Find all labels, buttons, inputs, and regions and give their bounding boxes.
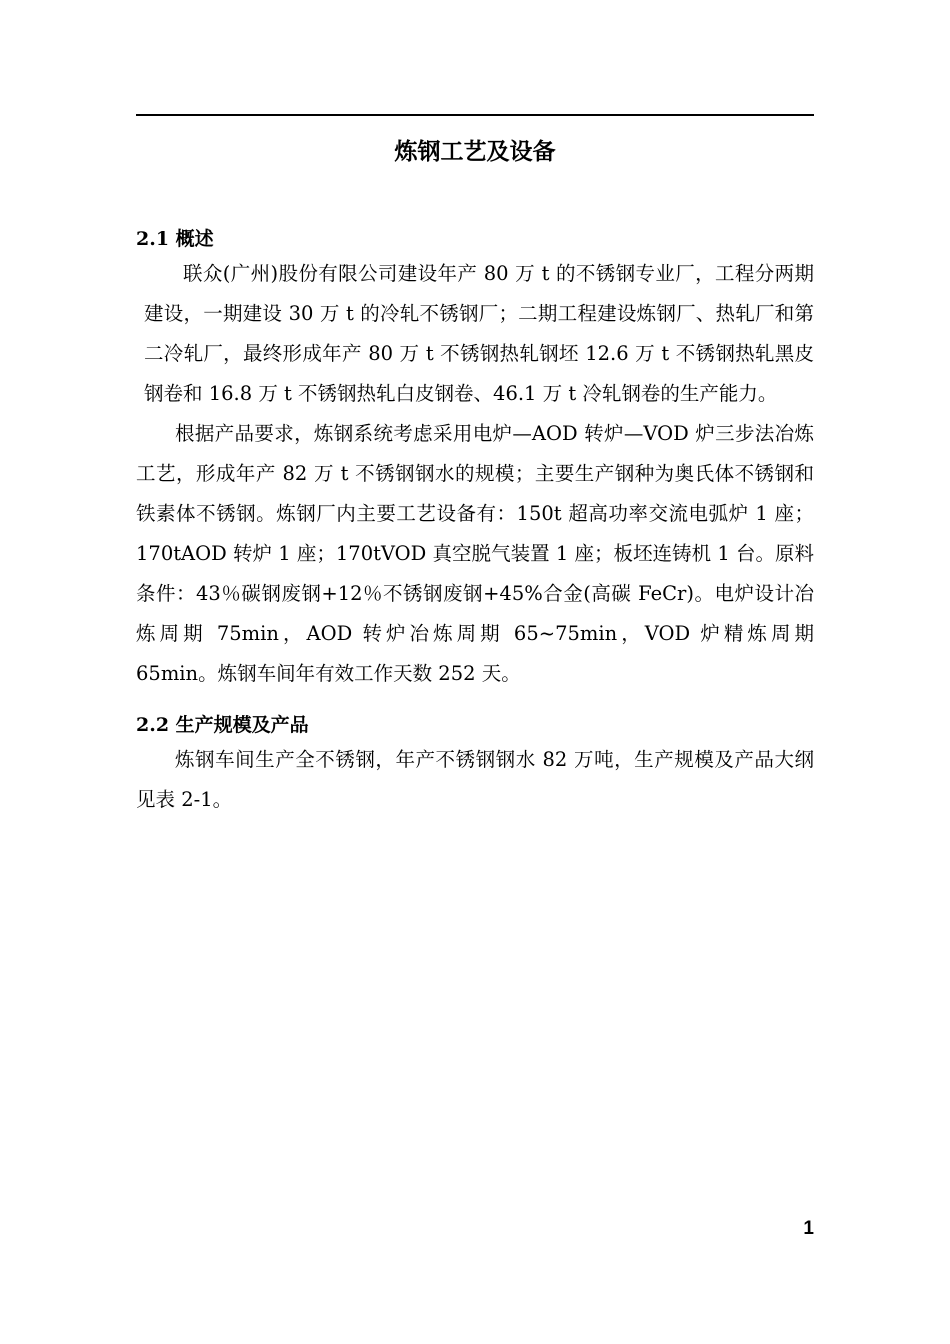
page-number: 1 <box>803 1218 814 1239</box>
paragraph-overview-1: 联众(广州)股份有限公司建设年产 80 万 t 的不锈钢专业厂，工程分两期建设，一期建设 30 万 t 的冷轧不锈钢厂；二期工程建设炼钢厂、热轧厂和第二冷轧厂，最终形成年产 80 万 t 不锈钢热轧钢坯 12.6 万 t 不锈钢热轧黑皮钢卷和 16.8 万 t 不锈钢热轧白皮钢卷、46.1 万 t 冷轧钢卷的生产能力。 <box>144 262 814 405</box>
document-title: 炼钢工艺及设备 <box>394 138 556 165</box>
header-rule <box>136 114 814 116</box>
paragraph-overview-2: 根据产品要求，炼钢系统考虑采用电炉—AOD 转炉—VOD 炉三步法冶炼工艺，形成年产 82 万 t 不锈钢钢水的规模；主要生产钢种为奥氏体不锈钢和铁素体不锈钢。炼钢厂内主要工艺设备有：150t 超高功率交流电弧炉 1 座；170tAOD 转炉 1 座；170tVOD 真空脱气装置 1 座；板坯连铸机 1 台。原料条件：43％碳钢废钢+12％不锈钢废钢+45%合金(高碳 FeCr)。电炉设计冶炼周期 75min，AOD 转炉冶炼周期 65~75min，VOD 炉精炼周期 65min。炼钢车间年有效工作天数 252 天。 <box>136 422 814 685</box>
document-body <box>136 224 814 820</box>
section-heading-overview: 2.1 概述 <box>136 228 214 250</box>
paragraph-production-scale-1: 炼钢车间生产全不锈钢，年产不锈钢钢水 82 万吨，生产规模及产品大纲见表 2-1。 <box>136 748 814 811</box>
section-heading-production-scale: 2.2 生产规模及产品 <box>136 714 309 736</box>
